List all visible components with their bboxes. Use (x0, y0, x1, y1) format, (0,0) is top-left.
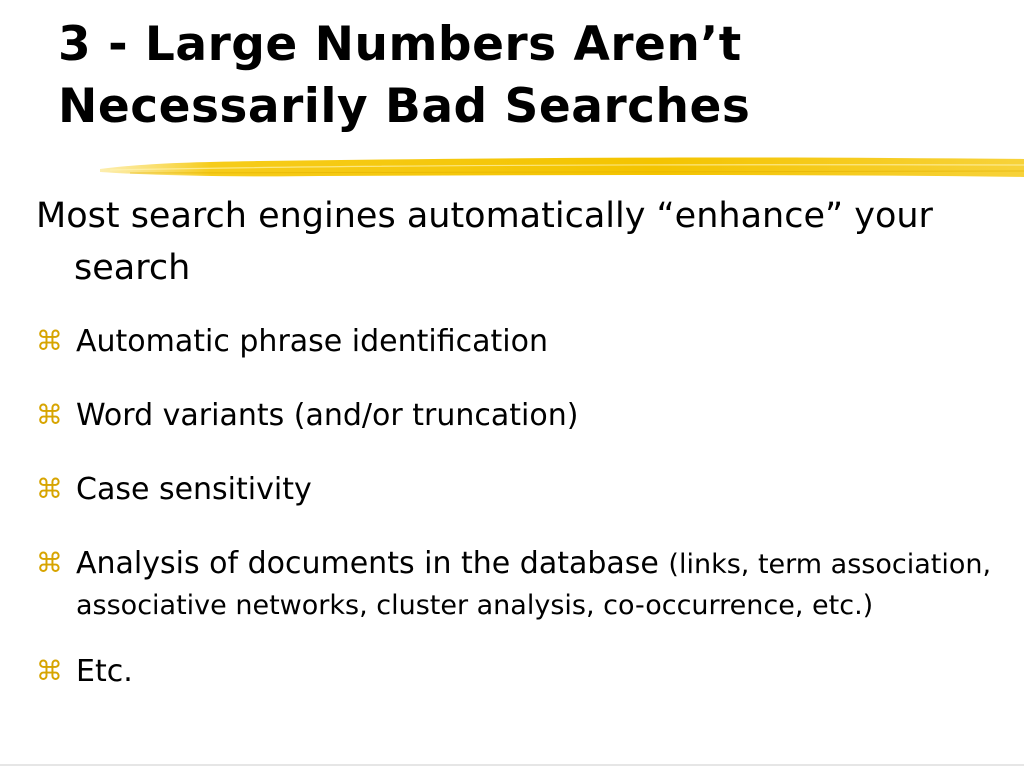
list-item (36, 544, 996, 626)
list-item (36, 652, 996, 692)
bullet-text: Automatic phrase identification (76, 324, 548, 359)
bullet-text: Case sensitivity (76, 472, 312, 507)
title-line-2: Necessarily Bad Searches (58, 79, 751, 134)
title-highlight-stroke (100, 150, 1024, 186)
bullet-text: Word variants (and/or truncation) (76, 398, 579, 433)
list-item (36, 396, 996, 436)
intro-text: Most search engines automatically “enhance” your search (36, 196, 933, 288)
list-item (36, 322, 996, 362)
command-key-icon: ⌘ (36, 400, 63, 431)
title-line-1: 3 - Large Numbers Aren’t (58, 17, 742, 72)
command-key-icon: ⌘ (36, 656, 63, 687)
command-key-icon: ⌘ (36, 474, 63, 505)
slide-title (58, 14, 998, 138)
list-item (36, 470, 996, 510)
bullet-text: Etc. (76, 654, 133, 689)
bullet-list (36, 322, 996, 726)
command-key-icon: ⌘ (36, 326, 63, 357)
bullet-detail: (links, term association, associative networks, cluster analysis, co-occurrence, etc.) (76, 549, 992, 621)
command-key-icon: ⌘ (36, 548, 63, 579)
bullet-text: Analysis of documents in the database (76, 546, 659, 581)
bottom-divider (0, 764, 1024, 766)
